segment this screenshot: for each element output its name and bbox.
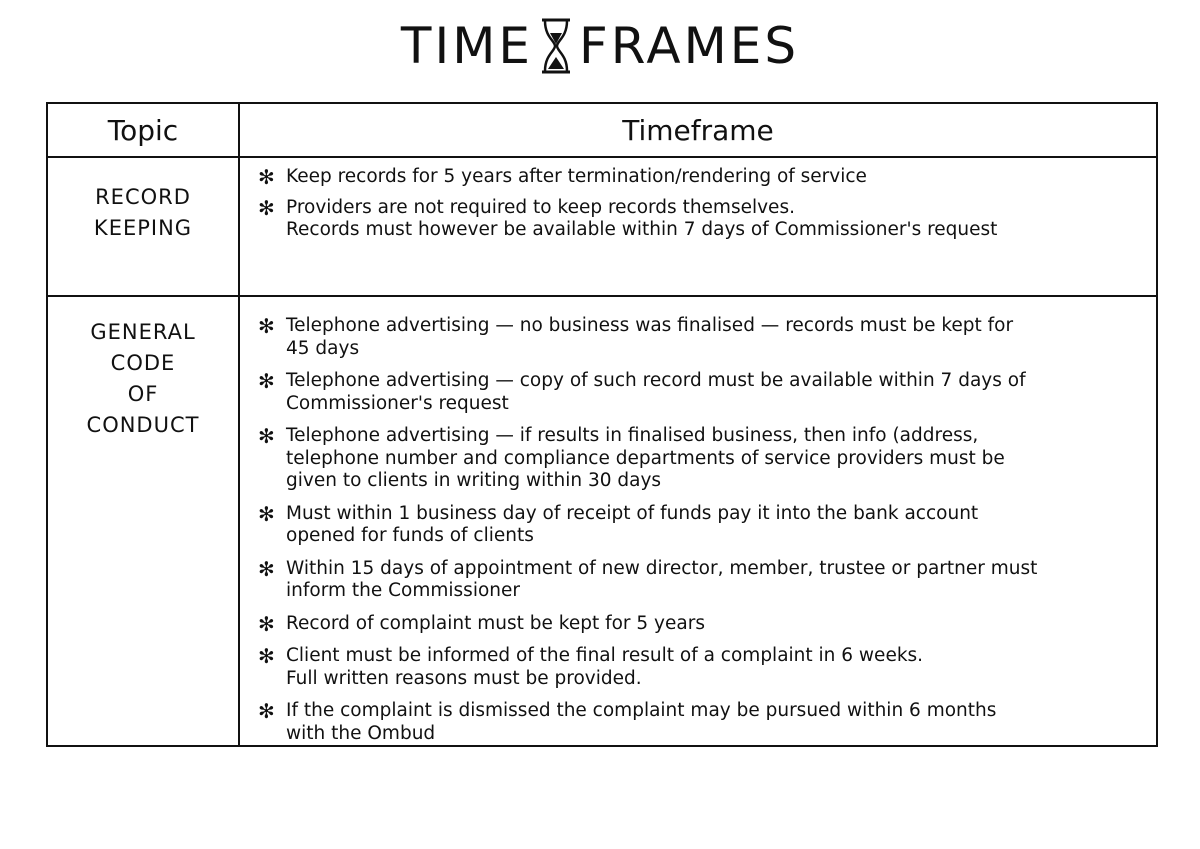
timeframe-cell-general-code — [239, 296, 1157, 746]
topic-line: CONDUCT — [86, 413, 200, 437]
asterisk-flower-icon: ✻ — [258, 611, 275, 636]
asterisk-flower-icon: ✻ — [258, 314, 275, 338]
list-item-text: Telephone advertising — copy of such record must be available within 7 days of Commissioner's request — [286, 370, 1026, 414]
list-item — [258, 645, 1146, 690]
asterisk-flower-icon: ✻ — [258, 699, 275, 723]
list-item-text: If the complaint is dismissed the complaint may be pursued within 6 months with the Ombud — [286, 700, 997, 744]
table-header-row — [47, 103, 1157, 157]
list-item-text: Client must be informed of the final result of a complaint in 6 weeks. Full written reasons must be provided. — [286, 645, 924, 689]
asterisk-flower-icon: ✻ — [258, 424, 275, 448]
asterisk-flower-icon: ✻ — [258, 644, 275, 668]
topic-line: OF — [127, 382, 159, 406]
asterisk-flower-icon: ✻ — [258, 165, 275, 189]
page-title — [0, 14, 1200, 78]
list-item — [258, 166, 1146, 189]
column-header-timeframe: Timeframe — [239, 103, 1157, 157]
list-item-text: Providers are not required to keep records themselves. Records must however be available within 7 days of Commissioner's request — [286, 196, 998, 240]
topic-cell-record-keeping — [47, 157, 239, 296]
asterisk-flower-icon: ✻ — [258, 501, 275, 526]
list-item-text: Within 15 days of appointment of new director, member, trustee or partner must inform the Commissioner — [286, 557, 1038, 601]
list-item — [258, 700, 1146, 745]
list-item — [258, 558, 1146, 603]
list-item — [258, 197, 1146, 242]
list-item — [258, 503, 1146, 548]
list-item-text: Telephone advertising — if results in finalised business, then info (address, telephone number and compliance departments of service providers must be given to clients in writing within 30 days — [286, 425, 1005, 491]
asterisk-flower-icon: ✻ — [258, 556, 275, 581]
topic-line: CODE — [110, 351, 176, 375]
asterisk-flower-icon: ✻ — [258, 195, 275, 220]
title-right-word: FRAMES — [578, 17, 800, 75]
list-item-text: Telephone advertising — no business was finalised — records must be kept for 45 days — [286, 315, 1014, 359]
list-item-text: Record of complaint must be kept for 5 years — [286, 612, 705, 634]
topic-line: KEEPING — [93, 216, 193, 240]
list-item — [258, 315, 1146, 360]
table-row — [47, 157, 1157, 296]
timeframes-table — [46, 102, 1158, 747]
column-header-topic: Topic — [47, 103, 239, 157]
topic-line: GENERAL — [90, 320, 196, 344]
title-left-word: TIME — [400, 17, 533, 75]
list-item — [258, 370, 1146, 415]
list-item-text: Must within 1 business day of receipt of funds pay it into the bank account opened for funds of clients — [286, 502, 979, 546]
asterisk-flower-icon: ✻ — [258, 369, 275, 393]
hourglass-icon — [539, 17, 573, 75]
table-row — [47, 296, 1157, 746]
topic-line: RECORD — [95, 185, 191, 209]
timeframe-cell-record-keeping — [239, 157, 1157, 296]
topic-cell-general-code-of-conduct — [47, 296, 239, 746]
list-item — [258, 613, 1146, 636]
list-item — [258, 425, 1146, 493]
list-item-text: Keep records for 5 years after termination/rendering of service — [286, 166, 867, 187]
